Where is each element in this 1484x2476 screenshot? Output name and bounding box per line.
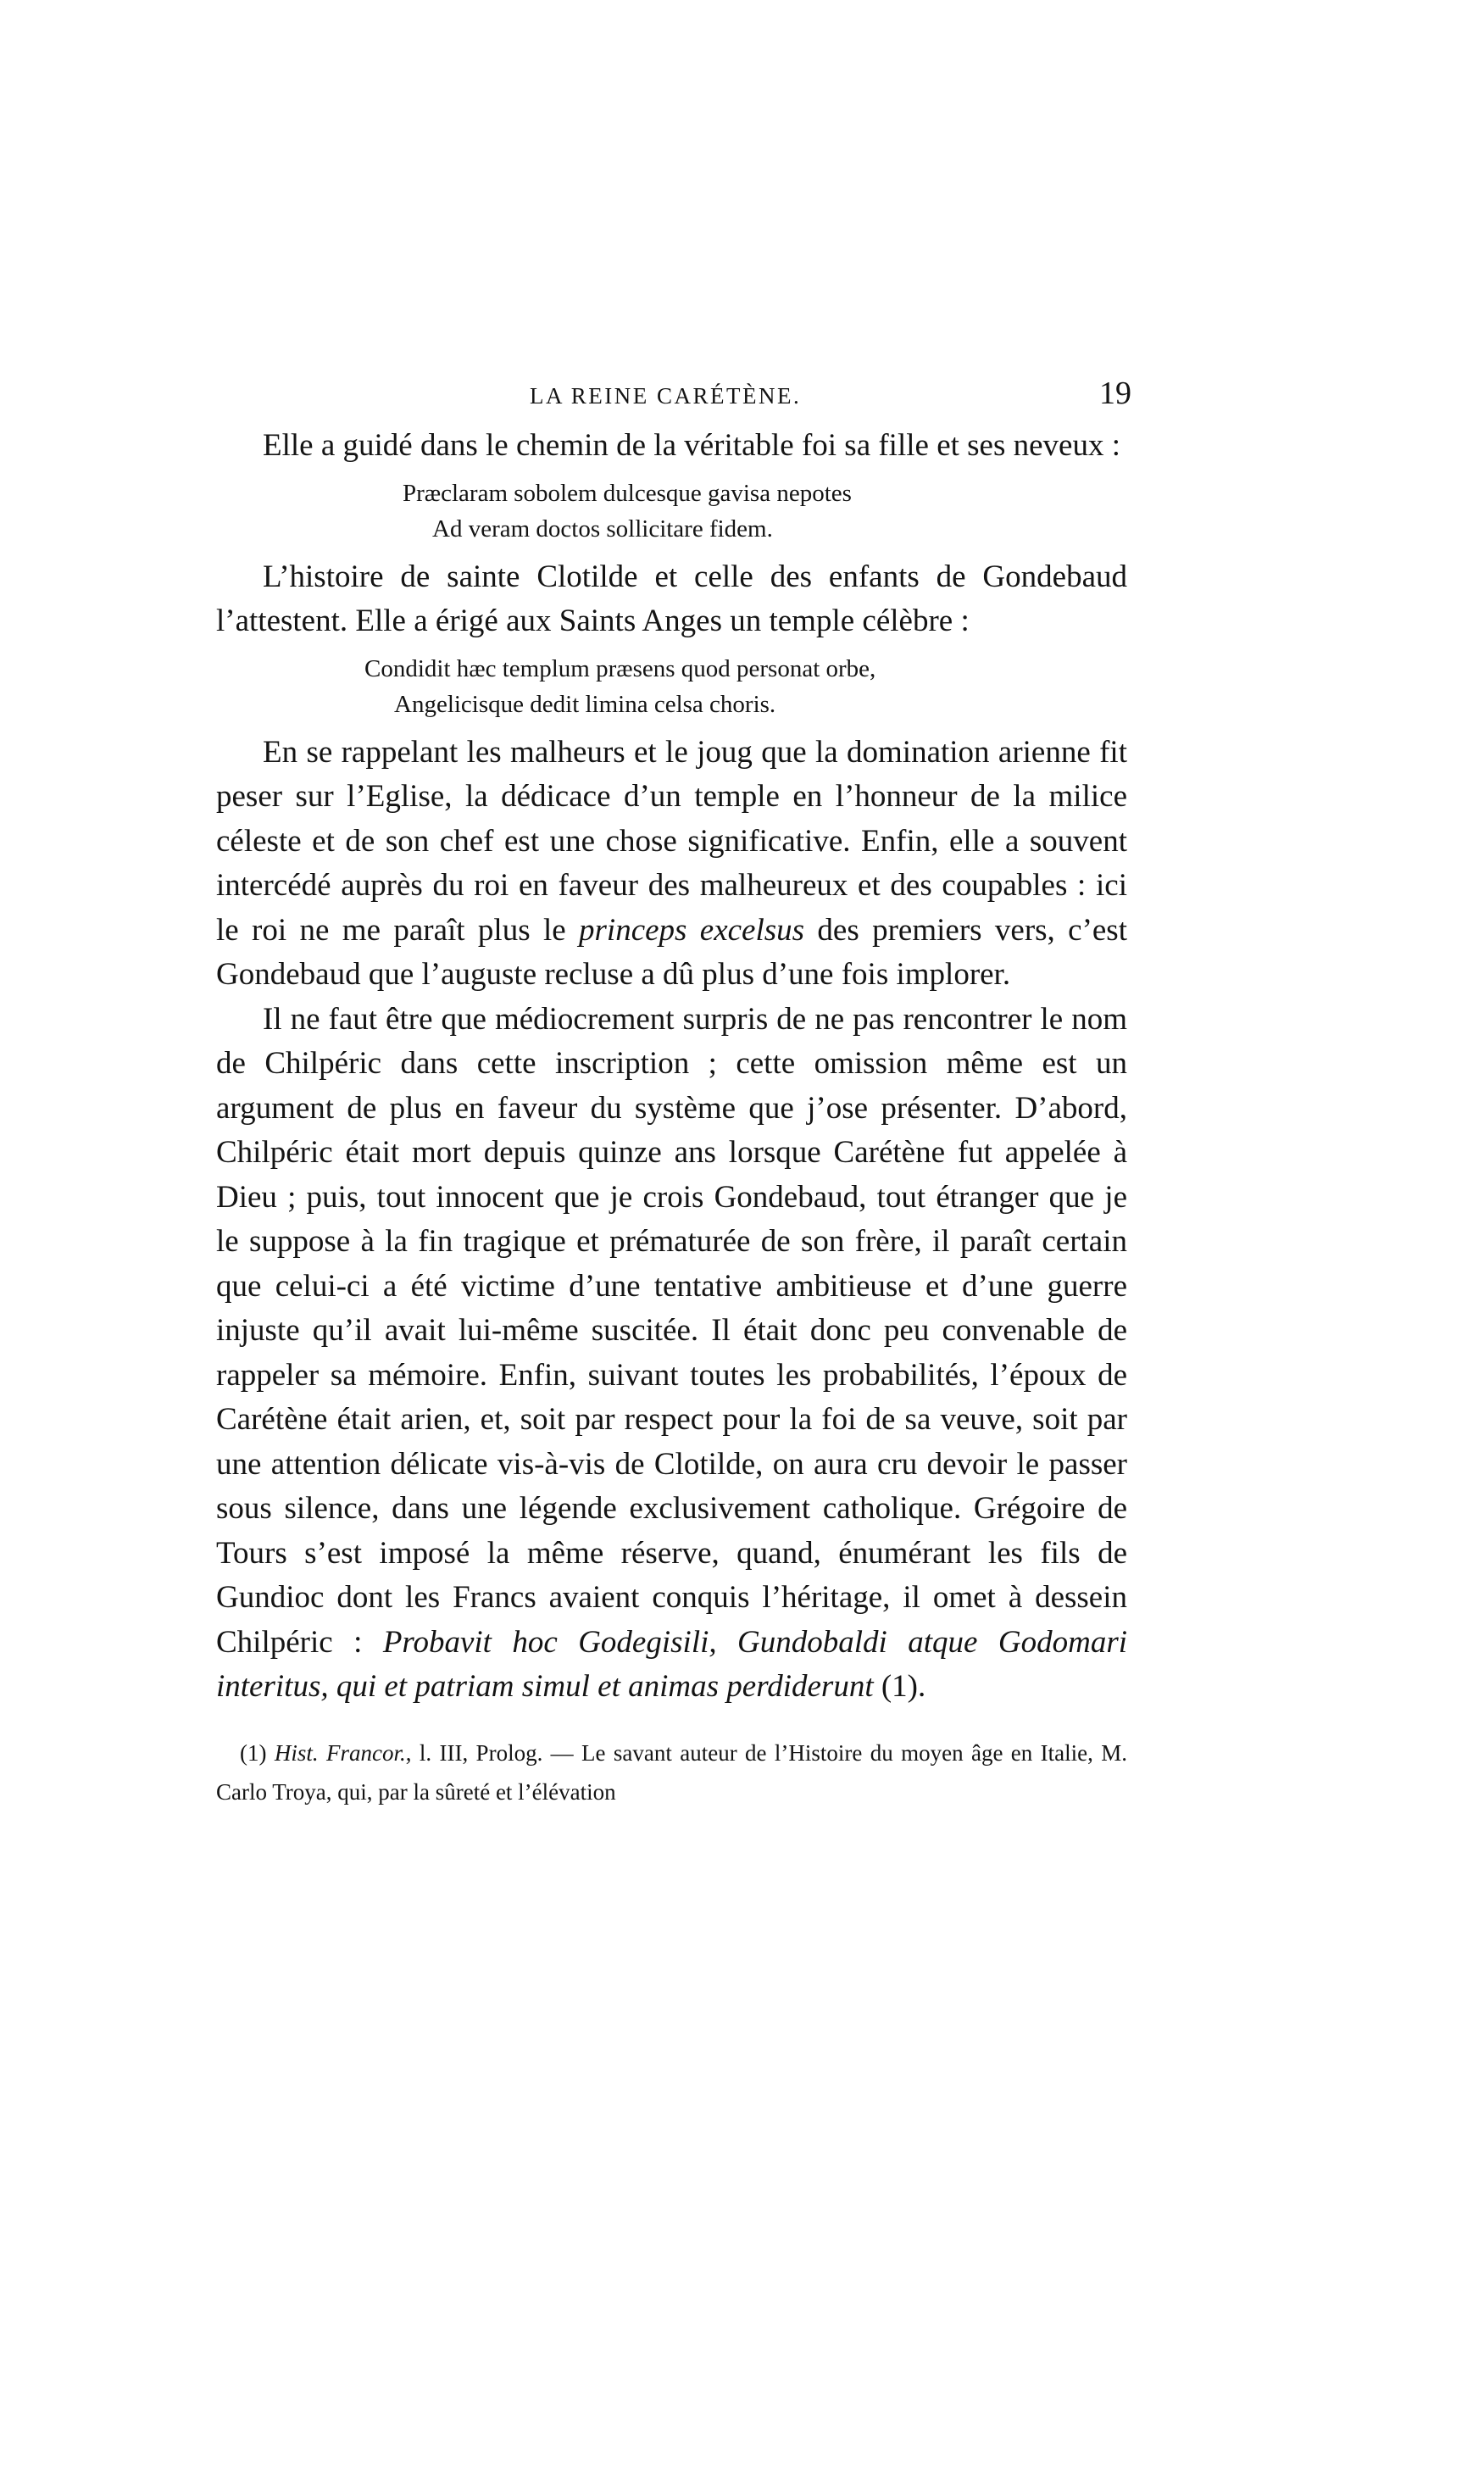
page-number: 19 <box>1099 376 1131 411</box>
paragraph-2: L’histoire de sainte Clotilde et celle des enfants de Gondebaud l’attestent. Elle a érigé aux Saints Anges un temple célèbre : <box>216 559 1127 638</box>
footnote-text: , l. III, Prolog. — Le savant auteur de l’Histoire du moyen âge en Italie, M. Carlo Troya, qui, par la sûreté et l’élévation <box>216 1739 1127 1805</box>
running-head <box>216 373 1131 424</box>
verse-quote-2 <box>216 651 1127 722</box>
running-title: LA REINE CARÉTÈNE. <box>530 383 802 409</box>
verse-line: Præclaram sobolem dulcesque gavisa nepotes <box>403 479 852 507</box>
paragraph-3-italic: princeps excelsus <box>579 912 805 948</box>
verse-line: Ad veram doctos sollicitare fidem. <box>432 515 773 542</box>
book-page <box>216 373 1131 1811</box>
paragraph-3-text-a: En se rappelant les malheurs et le joug que la domination arienne fit peser sur l’Eglise, la dédicace d’un temple en l’honneur de la milice céleste et de son chef est une chose significative. Enfin, elle a souvent intercédé auprès du roi en faveur des malheureux et des coupables : ici le roi ne me paraît plus le <box>216 734 1127 948</box>
paragraph-1: Elle a guidé dans le chemin de la véritable foi sa fille et ses neveux : <box>263 428 1120 463</box>
paragraph-4-italic-quote: Probavit hoc Godegisili, Gundobaldi atque Godomari interitus, qui et patriam simul et animas perdiderunt <box>216 1624 1128 1704</box>
paragraph-4 <box>216 998 1127 1710</box>
footnote-1 <box>216 1733 1127 1811</box>
verse-quote-1 <box>216 476 1127 547</box>
footnote-marker: (1) <box>240 1739 267 1766</box>
paragraph-3 <box>216 731 1127 998</box>
footnote-reference: (1). <box>881 1669 926 1704</box>
verse-line: Condidit hæc templum præsens quod personat orbe, <box>364 654 876 682</box>
paragraph-3-text-b: des premiers vers, c’est Gondebaud que l’auguste recluse a dû plus d’une fois implorer. <box>216 912 1127 992</box>
footnote-source: Hist. Francor. <box>274 1739 406 1766</box>
verse-line: Angelicisque dedit limina celsa choris. <box>394 690 776 718</box>
footnotes <box>216 1733 1127 1811</box>
paragraph-4-text-a: Il ne faut être que médiocrement surpris de ne pas rencontrer le nom de Chilpéric dans cette inscription ; cette omission même est un argument de plus en faveur du système que j’ose présenter. D’abord, Chilpéric était mort depuis quinze ans lorsque Carétène fut appelée à Dieu ; puis, tout innocent que je crois Gondebaud, tout étranger que je le suppose à la fin tragique et prématurée de son frère, il paraît certain que celui-ci a été victime d’une tentative ambitieuse et d’une guerre injuste qu’il avait lui-même suscitée. Il était donc peu convenable de rappeler sa mémoire. Enfin, suivant toutes les probabilités, l’époux de Carétène était arien, et, soit par respect pour la foi de sa veuve, soit par une attention délicate vis-à-vis de Clotilde, on aura cru devoir le passer sous silence, dans une légende exclusivement catholique. Grégoire de Tours s’est imposé la même réserve, quand, énumérant les fils de Gundioc dont les Francs avaient conquis l’héritage, il omet à dessein Chilpéric : <box>216 1001 1127 1660</box>
